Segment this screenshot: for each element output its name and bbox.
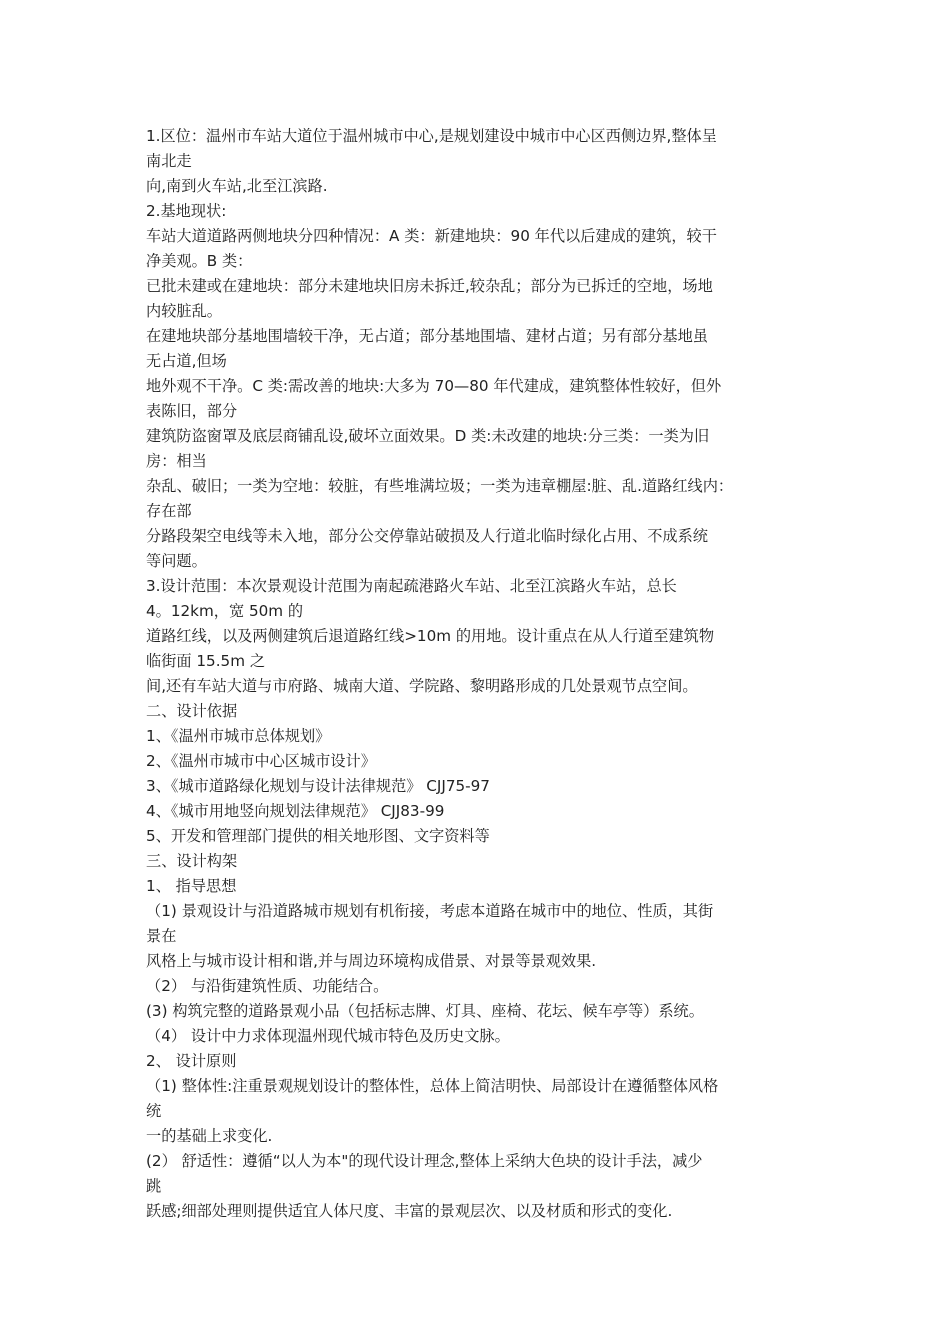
text-line: 风格上与城市设计相和谐,并与周边环境构成借景、对景等景观效果. bbox=[146, 952, 597, 970]
text-line: 内较脏乱。 bbox=[146, 302, 222, 320]
text-line: 道路红线，以及两侧建筑后退道路红线>10m 的用地。设计重点在从人行道至建筑物 bbox=[146, 627, 715, 645]
text-line: （4） 设计中力求体现温州现代城市特色及历史文脉。 bbox=[146, 1027, 510, 1045]
text-line: 二、设计依据 bbox=[146, 702, 238, 720]
text-line: （1) 整体性:注重景观规划设计的整体性，总体上简洁明快、局部设计在遵循整体风格 bbox=[146, 1077, 719, 1095]
text-line: 净美观。B 类： bbox=[146, 252, 253, 270]
text-line: 地外观不干净。C 类:需改善的地块:大多为 70—80 年代建成，建筑整体性较好，但外 bbox=[146, 377, 722, 395]
text-line: （1) 景观设计与沿道路城市规划有机衔接，考虑本道路在城市中的地位、性质，其街 bbox=[146, 902, 714, 920]
text-line: (3) 构筑完整的道路景观小品（包括标志牌、灯具、座椅、花坛、候车亭等）系统。 bbox=[146, 1002, 704, 1020]
text-line: 杂乱、破旧；一类为空地：较脏，有些堆满垃圾；一类为违章棚屋:脏、乱.道路红线内： bbox=[146, 477, 734, 495]
text-line: 三、设计构架 bbox=[146, 852, 238, 870]
text-line: (2） 舒适性：遵循“以人为本"的现代设计理念,整体上采纳大色块的设计手法，减少 bbox=[146, 1152, 703, 1170]
text-line: 跃感;细部处理则提供适宜人体尺度、丰富的景观层次、以及材质和形式的变化. bbox=[146, 1202, 673, 1220]
text-line: 2、《温州市城市中心区城市设计》 bbox=[146, 752, 376, 770]
text-line: 南北走 bbox=[146, 152, 192, 170]
text-line: 已批未建或在建地块：部分未建地块旧房未拆迁,较杂乱；部分为已拆迁的空地，场地 bbox=[146, 277, 713, 295]
text-line: 间,还有车站大道与市府路、城南大道、学院路、黎明路形成的几处景观节点空间。 bbox=[146, 677, 698, 695]
document-body bbox=[146, 124, 810, 1224]
text-line: 2、 设计原则 bbox=[146, 1052, 237, 1070]
text-line: 等问题。 bbox=[146, 552, 207, 570]
text-line: 3.设计范围：本次景观设计范围为南起疏港路火车站、北至江滨路火车站，总长 bbox=[146, 577, 677, 595]
text-line: 临街面 15.5m 之 bbox=[146, 652, 266, 670]
text-line: 3、《城市道路绿化规划与设计法律规范》 CJJ75-97 bbox=[146, 777, 490, 795]
text-line: 车站大道道路两侧地块分四种情况：A 类：新建地块：90 年代以后建成的建筑，较干 bbox=[146, 227, 717, 245]
text-line: 4、《城市用地竖向规划法律规范》 CJJ83-99 bbox=[146, 802, 445, 820]
text-line: 跳 bbox=[146, 1177, 162, 1195]
text-line: 向,南到火车站,北至江滨路. bbox=[146, 177, 328, 195]
text-line: 建筑防盗窗罩及底层商铺乱设,破坏立面效果。D 类:未改建的地块:分三类：一类为旧 bbox=[146, 427, 710, 445]
text-line: 景在 bbox=[146, 927, 177, 945]
text-line: 房：相当 bbox=[146, 452, 207, 470]
text-line: 分路段架空电线等未入地，部分公交停靠站破损及人行道北临时绿化占用、不成系统 bbox=[146, 527, 708, 545]
text-line: 2.基地现状: bbox=[146, 202, 227, 220]
text-line: （2） 与沿街建筑性质、功能结合。 bbox=[146, 977, 389, 995]
text-line: 一的基础上求变化. bbox=[146, 1127, 273, 1145]
text-line: 5、开发和管理部门提供的相关地形图、文字资料等 bbox=[146, 827, 490, 845]
text-line: 在建地块部分基地围墙较干净，无占道；部分基地围墙、建材占道；另有部分基地虽 bbox=[146, 327, 708, 345]
text-line: 4。12km，宽 50m 的 bbox=[146, 602, 304, 620]
text-line: 1、 指导思想 bbox=[146, 877, 237, 895]
text-line: 1、《温州市城市总体规划》 bbox=[146, 727, 331, 745]
text-line: 无占道,但场 bbox=[146, 352, 227, 370]
text-line: 存在部 bbox=[146, 502, 192, 520]
text-line: 表陈旧，部分 bbox=[146, 402, 238, 420]
text-line: 1.区位：温州市车站大道位于温州城市中心,是规划建设中城市中心区西侧边界,整体呈 bbox=[146, 127, 717, 145]
text-line: 统 bbox=[146, 1102, 162, 1120]
